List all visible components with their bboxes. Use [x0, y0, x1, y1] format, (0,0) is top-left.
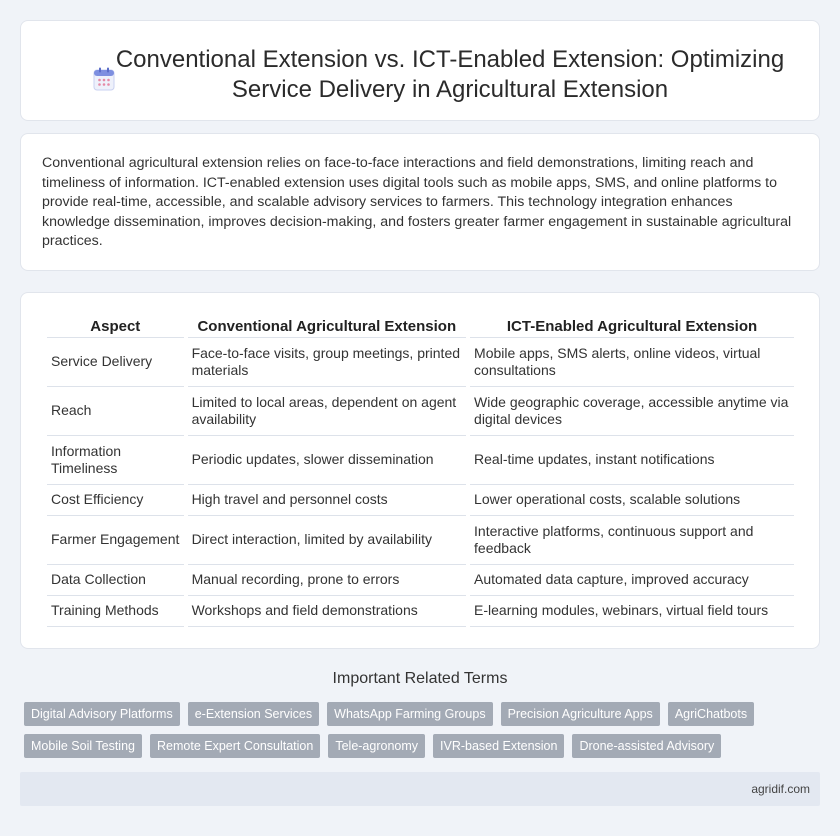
- table-row: [47, 436, 794, 485]
- related-tag[interactable]: AgriChatbots: [668, 702, 754, 726]
- cell-conventional: Workshops and field demonstrations: [188, 596, 466, 627]
- cell-aspect: Cost Efficiency: [47, 485, 184, 516]
- header-ict: ICT-Enabled Agricultural Extension: [470, 315, 794, 338]
- related-tag[interactable]: Digital Advisory Platforms: [24, 702, 180, 726]
- related-tags-row: [24, 702, 824, 726]
- header-aspect: Aspect: [47, 315, 184, 338]
- header-conventional: Conventional Agricultural Extension: [188, 315, 466, 338]
- table-header-row: [47, 315, 794, 338]
- related-tag[interactable]: Tele-agronomy: [328, 734, 425, 758]
- cell-conventional: Manual recording, prone to errors: [188, 565, 466, 596]
- cell-aspect: Information Timeliness: [47, 436, 184, 485]
- cell-aspect: Farmer Engagement: [47, 516, 184, 565]
- table-row: [47, 596, 794, 627]
- cell-aspect: Training Methods: [47, 596, 184, 627]
- related-tag[interactable]: Precision Agriculture Apps: [501, 702, 660, 726]
- cell-ict: Interactive platforms, continuous support and feedback: [470, 516, 794, 565]
- related-tag[interactable]: Remote Expert Consultation: [150, 734, 320, 758]
- cell-conventional: Direct interaction, limited by availability: [188, 516, 466, 565]
- intro-card: [20, 133, 820, 271]
- cell-aspect: Reach: [47, 387, 184, 436]
- cell-conventional: Face-to-face visits, group meetings, printed materials: [188, 338, 466, 387]
- related-tags-row: [24, 734, 824, 758]
- table-row: [47, 387, 794, 436]
- cell-ict: Lower operational costs, scalable solutions: [470, 485, 794, 516]
- comparison-table: [43, 315, 798, 627]
- cell-ict: Real-time updates, instant notifications: [470, 436, 794, 485]
- related-tag[interactable]: WhatsApp Farming Groups: [327, 702, 492, 726]
- footer: [20, 772, 820, 806]
- related-tag[interactable]: e-Extension Services: [188, 702, 319, 726]
- cell-ict: Mobile apps, SMS alerts, online videos, virtual consultations: [470, 338, 794, 387]
- cell-aspect: Service Delivery: [47, 338, 184, 387]
- cell-ict: Wide geographic coverage, accessible anytime via digital devices: [470, 387, 794, 436]
- footer-site-link[interactable]: agridif.com: [751, 782, 810, 796]
- title-card: [20, 20, 820, 121]
- cell-conventional: High travel and personnel costs: [188, 485, 466, 516]
- table-row: [47, 338, 794, 387]
- table-row: [47, 485, 794, 516]
- page-title: Conventional Extension vs. ICT-Enabled Extension: Optimizing Service Delivery in Agricultural Extension: [115, 46, 785, 103]
- related-tag[interactable]: Mobile Soil Testing: [24, 734, 142, 758]
- table-row: [47, 516, 794, 565]
- intro-paragraph: Conventional agricultural extension relies on face-to-face interactions and field demonstrations, limiting reach and timeliness of information. ICT-enabled extension uses digital tools such as mobile apps, SMS, and online platforms to provide real-time, accessible, and scalable advisory services to farmers. This technology integration enhances knowledge dissemination, improves decision-making, and fosters greater farmer engagement in sustainable agricultural practices.: [42, 155, 792, 249]
- cell-conventional: Limited to local areas, dependent on agent availability: [188, 387, 466, 436]
- comparison-table-card: [20, 292, 820, 649]
- related-tag[interactable]: Drone-assisted Advisory: [572, 734, 721, 758]
- related-tag[interactable]: IVR-based Extension: [433, 734, 564, 758]
- related-terms-title: Important Related Terms: [332, 670, 508, 687]
- cell-ict: Automated data capture, improved accuracy: [470, 565, 794, 596]
- cell-ict: E-learning modules, webinars, virtual field tours: [470, 596, 794, 627]
- table-row: [47, 565, 794, 596]
- cell-conventional: Periodic updates, slower dissemination: [188, 436, 466, 485]
- cell-aspect: Data Collection: [47, 565, 184, 596]
